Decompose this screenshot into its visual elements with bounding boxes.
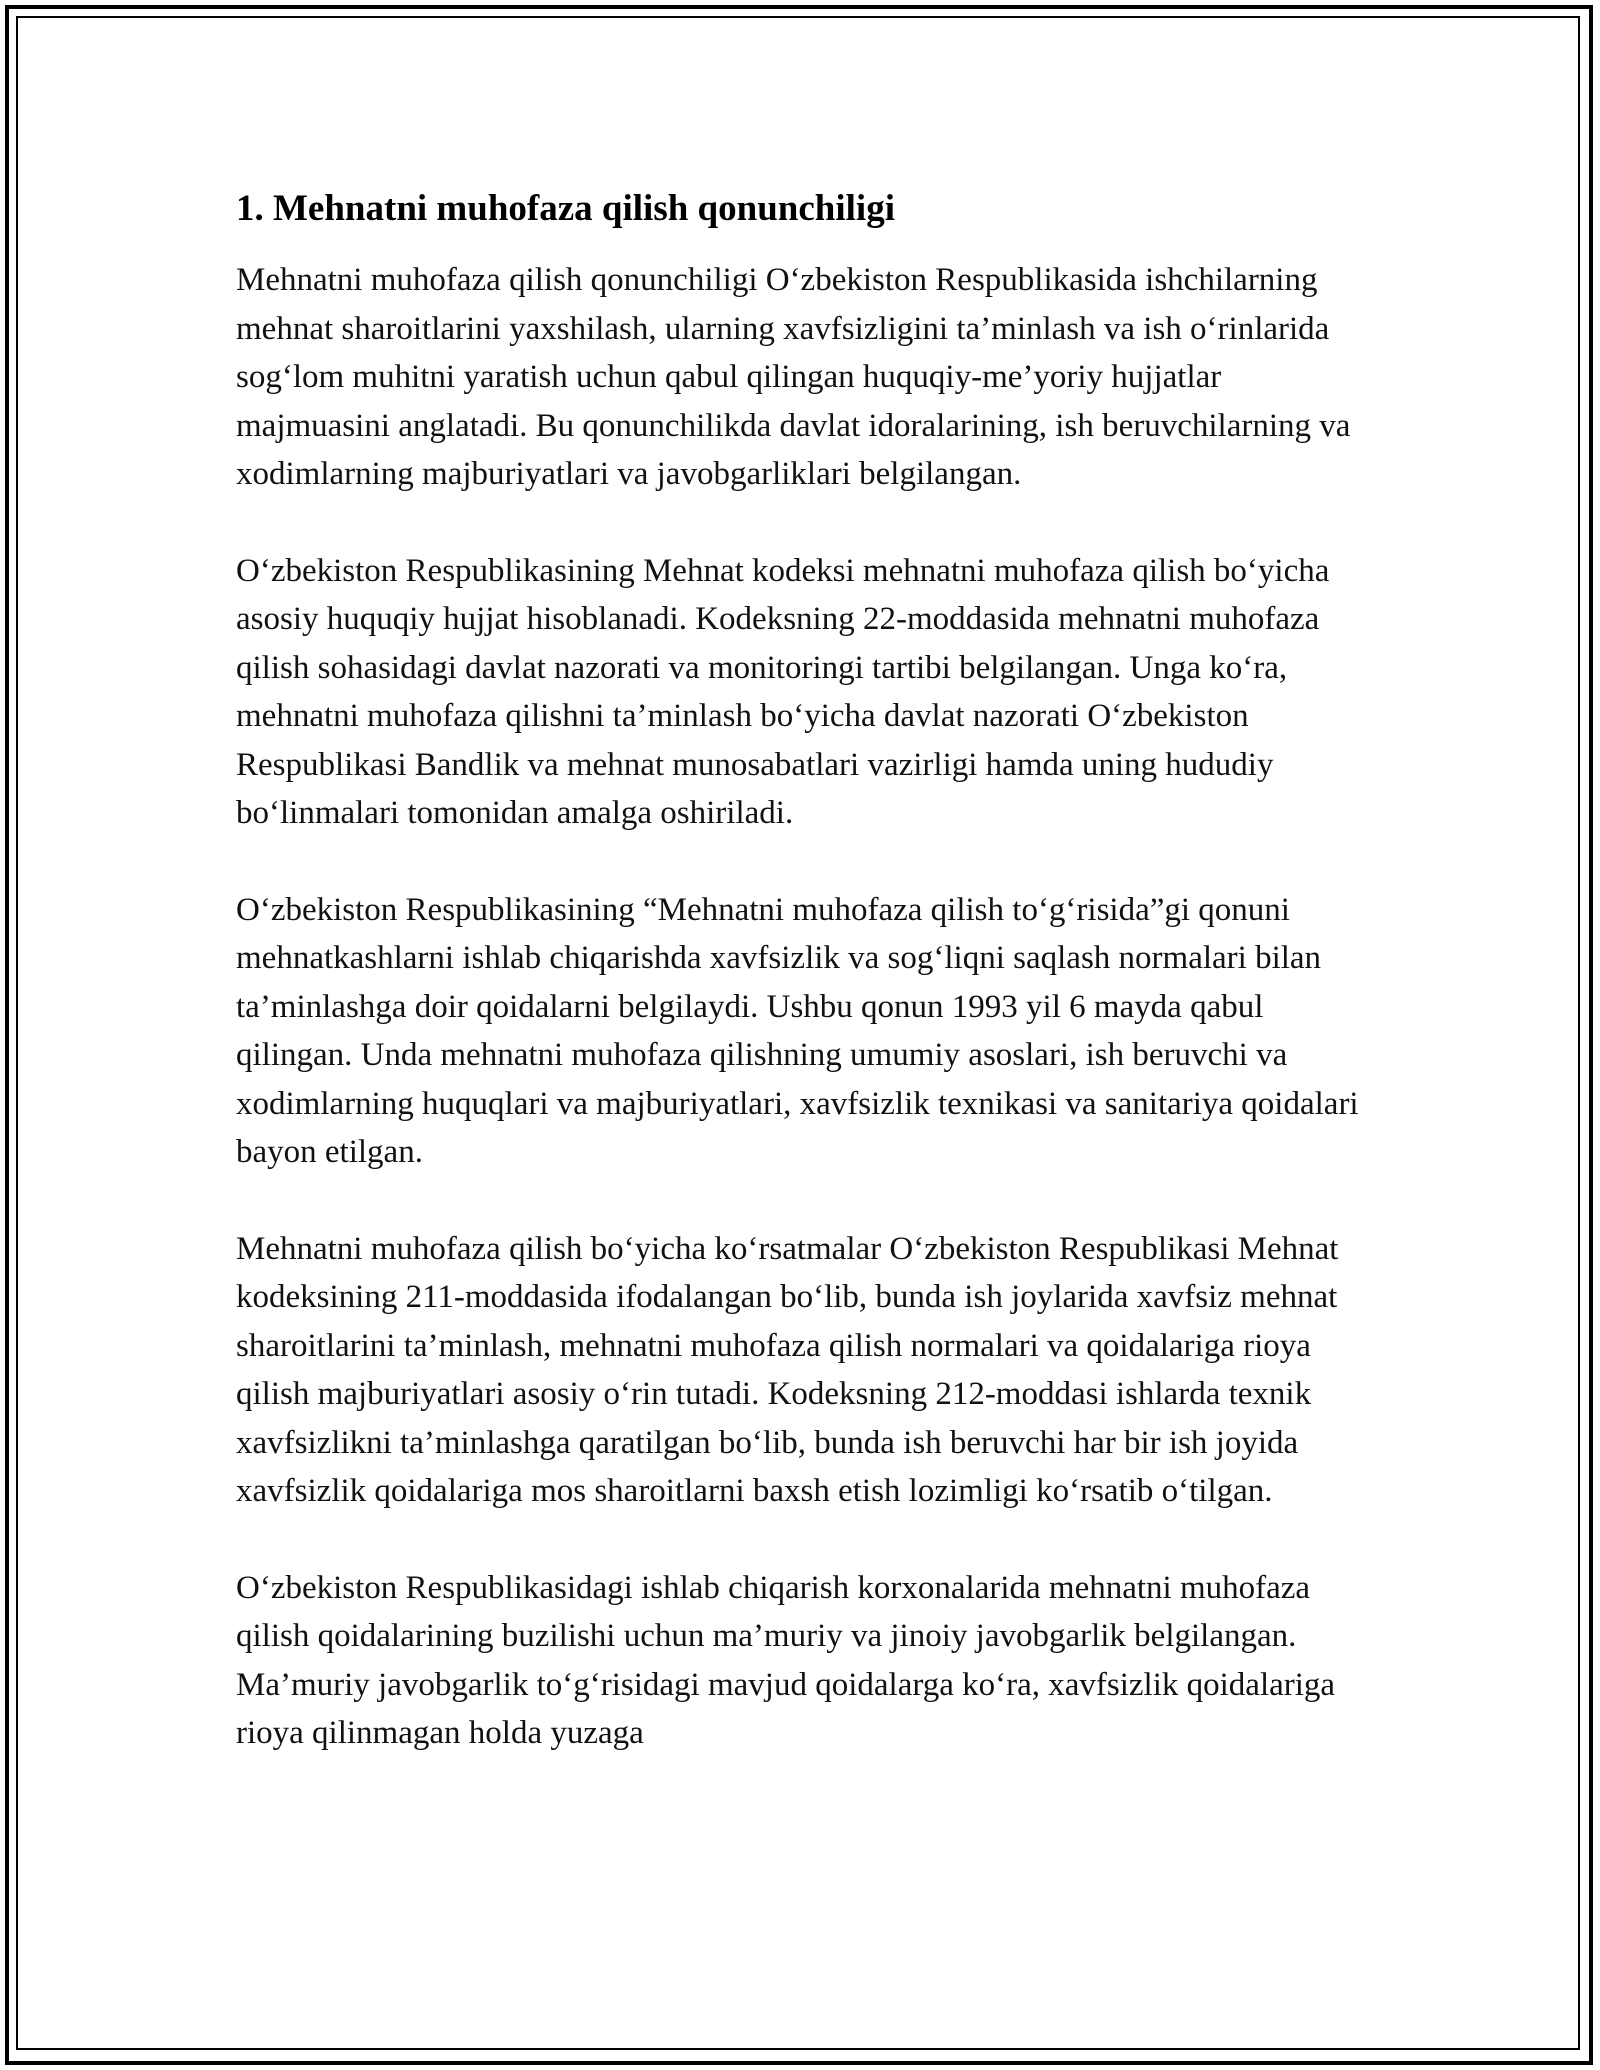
- paragraph-3: O‘zbekiston Respublikasining “Mehnatni muhofaza qilish to‘g‘risida”gi qonuni mehnatkashlarni ishlab chiqarishda xavfsizlik va sog‘liqni saqlash normalari bilan ta’minlashga doir qoidalarni belgilaydi. Ushbu qonun 1993 yil 6 mayda qabul qilingan. Unda mehnatni muhofaza qilishning umumiy asoslari, ish beruvchi va xodimlarning huquqlari va majburiyatlari, xavfsizlik texnikasi va sanitariya qoidalari bayon etilgan.: [236, 891, 1359, 1170]
- paragraph-5: O‘zbekiston Respublikasidagi ishlab chiqarish korxonalarida mehnatni muhofaza qilish qoidalarining buzilishi uchun ma’muriy va jinoiy javobgarlik belgilangan. Ma’muriy javobgarlik to‘g‘risidagi mavjud qoidalarga ko‘ra, xavfsizlik qoidalariga rioya qilinmagan holda yuzaga: [236, 1569, 1336, 1751]
- paragraph-2: O‘zbekiston Respublikasining Mehnat kodeksi mehnatni muhofaza qilish bo‘yicha asosiy huquqiy hujjat hisoblanadi. Kodeksning 22-moddasida mehnatni muhofaza qilish sohasidagi davlat nazorati va monitoringi tartibi belgilangan. Unga ko‘ra, mehnatni muhofaza qilishni ta’minlash bo‘yicha davlat nazorati O‘zbekiston Respublikasi Bandlik va mehnat munosabatlari vazirligi hamda uning hududiy bo‘linmalari tomonidan amalga oshiriladi.: [236, 552, 1330, 831]
- document-body: [236, 186, 1366, 1806]
- paragraph-1: Mehnatni muhofaza qilish qonunchiligi O‘zbekiston Respublikasida ishchilarning mehnat sharoitlarini yaxshilash, ularning xavfsizligini ta’minlash va ish o‘rinlarida sog‘lom muhitni yaratish uchun qabul qilingan huquqiy-me’yoriy hujjatlar majmuasini anglatadi. Bu qonunchilikda davlat idoralarining, ish beruvchilarning va xodimlarning majburiyatlari va javobgarliklari belgilangan.: [236, 262, 1351, 492]
- section-heading: 1. Mehnatni muhofaza qilish qonunchiligi: [236, 188, 895, 229]
- paragraph-4: Mehnatni muhofaza qilish bo‘yicha ko‘rsatmalar O‘zbekiston Respublikasi Mehnat kodeksining 211-moddasida ifodalangan bo‘lib, bunda ish joylarida xavfsiz mehnat sharoitlarini ta’minlash, mehnatni muhofaza qilish normalari va qoidalariga rioya qilish majburiyatlari asosiy o‘rin tutadi. Kodeksning 212-moddasi ishlarda texnik xavfsizlikni ta’minlashga qaratilgan bo‘lib, bunda ish beruvchi har bir ish joyida xavfsizlik qoidalariga mos sharoitlarni baxsh etish lozimligi ko‘rsatib o‘tilgan.: [236, 1230, 1339, 1509]
